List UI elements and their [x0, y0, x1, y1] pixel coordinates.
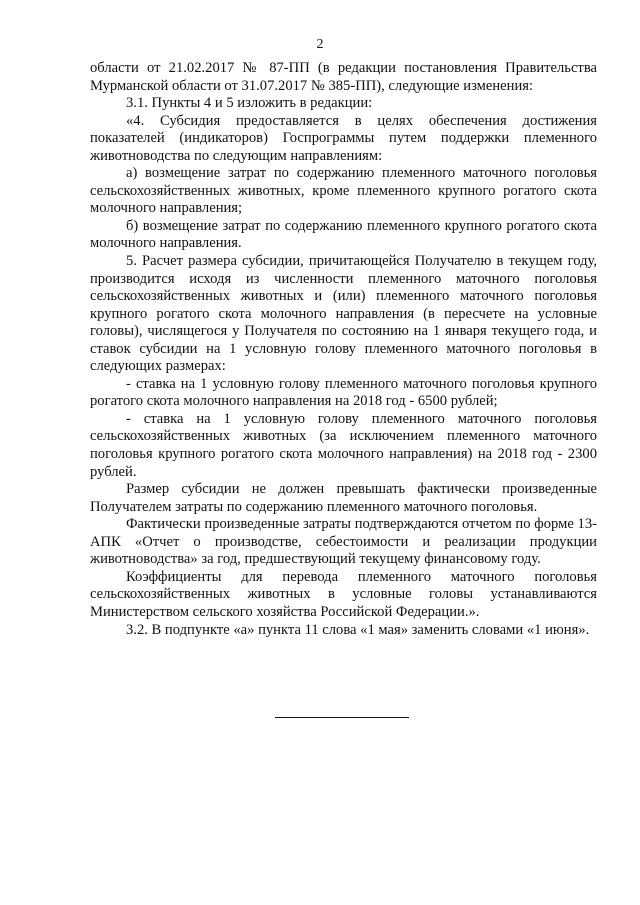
page-number: 2	[316, 37, 324, 52]
paragraph-point-4: «4. Субсидия предоставляется в целях обеспечения достижения показателей (индикаторов) Госпрограммы путем поддержки племенного животноводства по следующим направлениям:	[90, 112, 597, 164]
paragraph-costs-confirmation: Фактически произведенные затраты подтверждаются отчетом по форме 13-АПК «Отчет о производстве, себестоимости и реализации продукции животноводства» за год, предшествующий текущему финансовому году.	[90, 516, 597, 568]
paragraph-subsidy-limit: Размер субсидии не должен превышать фактически произведенные Получателем затраты по содержанию племенного маточного поголовья.	[90, 481, 597, 515]
document-body	[90, 60, 597, 639]
paragraph-rate-dairy: - ставка на 1 условную голову племенного маточного поголовья крупного рогатого скота молочного направления на 2018 год - 6500 рублей;	[90, 375, 597, 410]
paragraph-rate-other: - ставка на 1 условную голову племенного маточного поголовья сельскохозяйственных животных (за исключением племенного маточного поголовья крупного рогатого скота молочного направления) на 2018 год - 2300 рублей.	[90, 410, 597, 480]
paragraph-subpoint-a: а) возмещение затрат по содержанию племенного маточного поголовья сельскохозяйственных животных, кроме племенного крупного рогатого скота молочного направления;	[90, 165, 597, 217]
paragraph-3-2: 3.2. В подпункте «а» пункта 11 слова «1 мая» заменить словами «1 июня».	[126, 621, 590, 638]
paragraph-subpoint-b: б) возмещение затрат по содержанию племенного крупного рогатого скота молочного направления.	[90, 217, 597, 252]
paragraph-coefficients: Коэффициенты для перевода племенного маточного поголовья сельскохозяйственных животных в условные головы устанавливаются Министерством сельского хозяйства Российской Федерации.».	[90, 568, 597, 620]
paragraph-intro: области от 21.02.2017 № 87-ПП (в редакции постановления Правительства Мурманской области от 31.07.2017 № 385-ПП), следующие изменения:	[90, 60, 597, 94]
end-divider-line	[275, 717, 409, 718]
paragraph-3-1: 3.1. Пункты 4 и 5 изложить в редакции:	[126, 95, 373, 112]
paragraph-point-5: 5. Расчет размера субсидии, причитающейся Получателю в текущем году, производится исходя из численности племенного маточного поголовья сельскохозяйственных животных и (или) племенного маточного поголовья крупного рогатого скота молочного направления (в пересчете на условные головы), числящегося у Получателя по состоянию на 1 января текущего года, и ставок субсидии на 1 условную голову племенного маточного поголовья в следующих размерах:	[90, 253, 597, 375]
